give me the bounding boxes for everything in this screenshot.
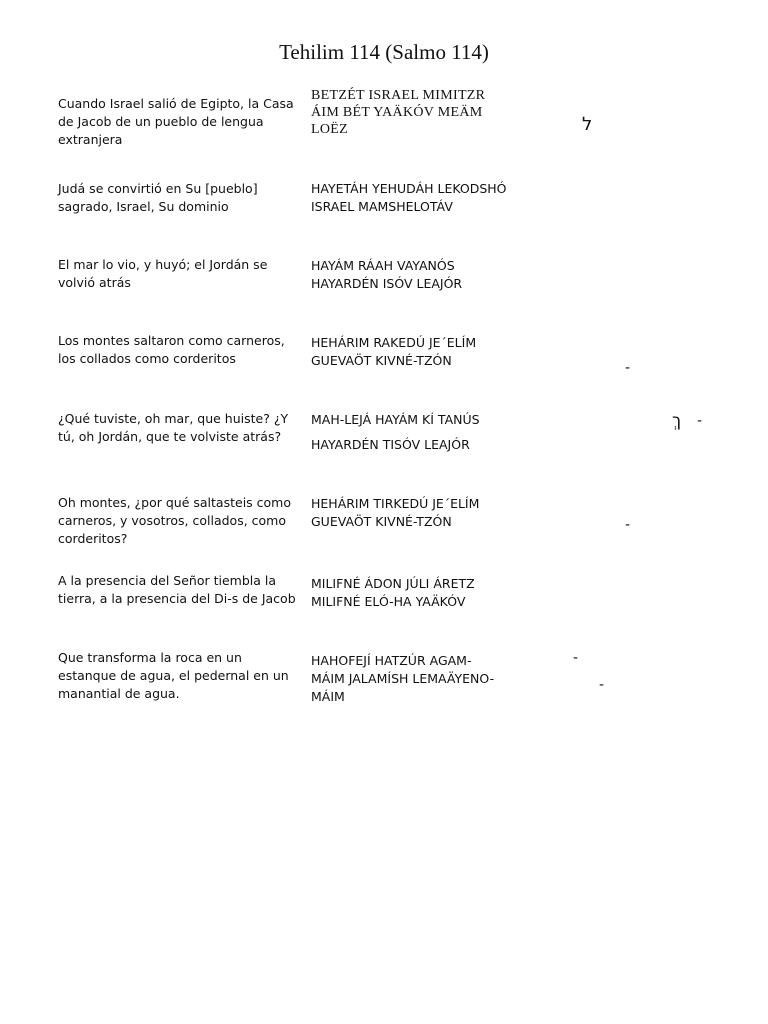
verse-2-transliteration: HAYETÁH YEHUDÁH LEKODSHÓ ISRAEL MAMSHELOTÁV xyxy=(311,181,507,214)
dash-mark: - xyxy=(573,650,579,666)
dash-mark: - xyxy=(599,677,605,693)
verse-8-transliteration: HAHOFEJÍ HATZÚR AGAM- MÁIM JALAMÍSH LEMAÄYENO- MÁIM xyxy=(311,653,495,704)
verse-4-transliteration: HEHÁRIM RAKEDÚ JE´ELÍM GUEVAÖT KIVNÉ-TZÓN xyxy=(311,335,477,368)
dash-mark: - xyxy=(697,413,703,429)
verse-6-spanish: Oh montes, ¿por qué saltasteis como carneros, y vosotros, collados, como corderitos? xyxy=(58,495,291,546)
dash-mark: - xyxy=(625,360,631,376)
page-title: Tehilim 114 (Salmo 114) xyxy=(279,40,489,64)
hebrew-letter-lamed: ל xyxy=(582,114,593,135)
verse-4-spanish: Los montes saltaron como carneros, los collados como corderitos xyxy=(58,333,285,366)
verse-7-transliteration: MILIFNÉ ÁDON JÚLI ÁRETZ MILIFNÉ ELÓ-HA YAÄKÓV xyxy=(311,576,475,609)
verse-7-spanish: A la presencia del Señor tiembla la tierra, a la presencia del Di-s de Jacob xyxy=(58,573,296,606)
dash-mark: - xyxy=(625,517,631,533)
hebrew-fragment: ךְ xyxy=(672,411,682,431)
verse-3-transliteration: HAYÁM RÁAH VAYANÓS HAYARDÉN ISÓV LEAJÓR xyxy=(311,258,463,291)
verse-6-transliteration: HEHÁRIM TIRKEDÚ JE´ELÍM GUEVAÖT KIVNÉ-TZÓN xyxy=(311,496,480,529)
verse-5-transliteration: MAH-LEJÁ HAYÁM KÍ TANÚS HAYARDÉN TISÓV LEAJÓR xyxy=(311,412,480,452)
verse-1-transliteration: BETZÉT ISRAEL MIMITZR ÁIM BÉT YAÄKÓV MEÄM LOËZ xyxy=(311,88,486,137)
verse-3-spanish: El mar lo vio, y huyó; el Jordán se volvió atrás xyxy=(58,257,268,290)
verse-1-spanish: Cuando Israel salió de Egipto, la Casa de Jacob de un pueblo de lengua extranjera xyxy=(58,96,294,147)
verse-5-spanish: ¿Qué tuviste, oh mar, que huiste? ¿Y tú, oh Jordán, que te volviste atrás? xyxy=(58,411,289,444)
verse-2-spanish: Judá se convirtió en Su [pueblo] sagrado, Israel, Su dominio xyxy=(58,181,258,214)
verse-8-spanish: Que transforma la roca en un estanque de agua, el pedernal en un manantial de agua. xyxy=(58,650,289,701)
